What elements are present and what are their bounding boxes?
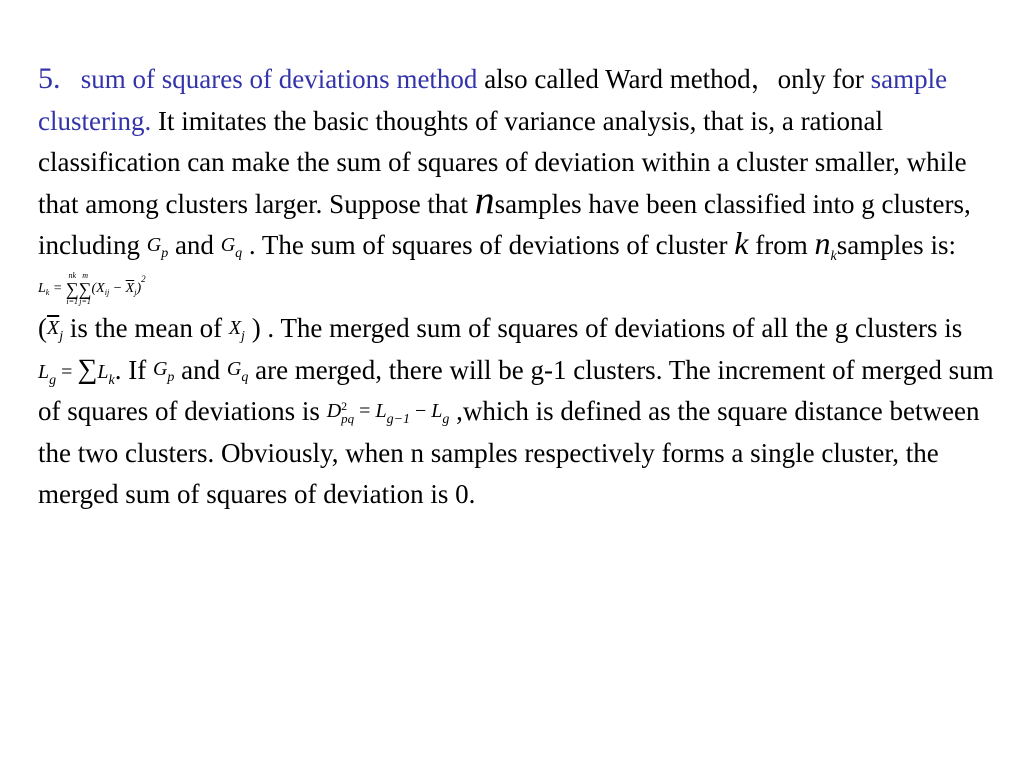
text-segment: samples is:	[836, 230, 956, 260]
text-segment: are merged, there will be g-1 clusters. The increment of merged sum of squares of deviations is	[38, 354, 994, 426]
math-nk: $n_k$	[814, 224, 837, 264]
text-segment: also called Ward method，only for	[477, 64, 871, 94]
math-Gp: $G_p$	[146, 233, 169, 261]
math-Gp: $G_p$	[152, 358, 175, 386]
text-segment: from	[748, 230, 815, 260]
math-Lk-formula: $L_k$ = nk ∑ i=1 m ∑ j=1 $(X_{ij} - \overline{X}_j)^2$	[38, 271, 146, 307]
math-Gq: $G_q$	[226, 358, 249, 386]
slide-body	[38, 58, 998, 516]
math-Xbar-j: $\overline{X}_j$	[47, 316, 64, 344]
text-segment: . The sum of squares of deviations of cluster	[242, 230, 735, 260]
math-k: k	[734, 225, 749, 261]
text-segment: samples have been classified into g clusters, including	[38, 188, 971, 260]
text-segment: and	[168, 230, 221, 260]
text-segment: ,which is defined as the square distance between the two clusters. Obviously, when n samples respectively forms a single cluster, the merged sum of squares of deviation is 0.	[38, 396, 980, 509]
text-segment: ) . The merged sum of squares of deviations of all the g clusters is	[244, 313, 963, 343]
text-segment: is the mean of	[63, 313, 229, 343]
method-term: sum of squares of deviations method	[80, 64, 478, 94]
math-Lg-formula: $L_g = \sum L_k$	[38, 354, 115, 389]
item-number: 5.	[38, 62, 61, 95]
sample-clustering-term: sample clustering.	[38, 64, 948, 136]
math-Xj: $X_j$	[228, 316, 245, 344]
text-segment: and	[174, 354, 227, 385]
math-Dpq-formula: D 2 pq = $L_{g-1} - L_g$	[326, 399, 450, 428]
text-segment: (	[38, 313, 47, 343]
math-n: n	[474, 176, 495, 222]
math-Gq: $G_q$	[220, 233, 243, 261]
text-segment: . If	[114, 354, 153, 385]
text-segment: It imitates the basic thoughts of variance analysis, that is, a rational classification can make the sum of squares of deviation within a cluster smaller, while that among clusters larger. Suppose that	[38, 105, 967, 219]
